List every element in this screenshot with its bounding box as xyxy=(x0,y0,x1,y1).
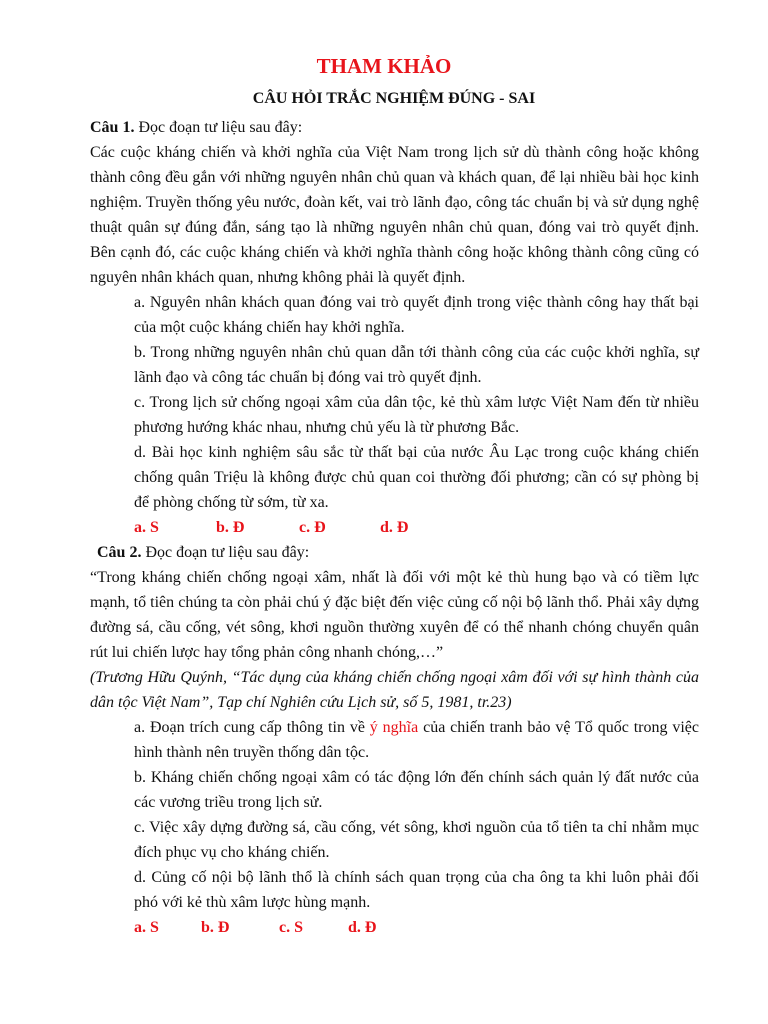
question-1-statement-c: c. Trong lịch sử chống ngoại xâm của dân tộc, kẻ thù xâm lược Việt Nam đến từ nhiều phương hướng khác nhau, nhưng chủ yếu là từ phương Bắc. xyxy=(134,394,699,436)
question-1-heading xyxy=(90,115,699,140)
page-title: THAM KHẢO xyxy=(316,54,452,78)
question-2-label: Câu 2. xyxy=(97,544,142,561)
question-1-statement-d: d. Bài học kinh nghiệm sâu sắc từ thất bại của nước Âu Lạc trong cuộc kháng chiến chống quân Triệu là không được chủ quan coi thường đối phương; cần có sự phòng bị để phòng chống từ sớm, từ xa. xyxy=(134,444,699,511)
question-1-answers xyxy=(90,515,699,540)
statement-a-text-1: a. Đoạn trích cung cấp thông tin về xyxy=(134,719,370,736)
question-2-statement-b: b. Kháng chiến chống ngoại xâm có tác động lớn đến chính sách quản lý đất nước của các vương triều trong lịch sử. xyxy=(134,769,699,811)
answer-d: d. Đ xyxy=(348,919,377,936)
statement-a-highlight: ý nghĩa xyxy=(369,719,419,736)
answer-b: b. Đ xyxy=(201,919,230,936)
question-1-passage: Các cuộc kháng chiến và khởi nghĩa của Việt Nam trong lịch sử dù thành công hoặc không thành công đều gắn với những nguyên nhân chủ quan và khách quan, để lại nhiều bài học kinh nghiệm. Truyền thống yêu nước, đoàn kết, vai trò lãnh đạo, công tác chuẩn bị và sử dụng nghệ thuật quân sự đúng đắn, sáng tạo là những nguyên nhân chủ quan, đóng vai trò quyết định. Bên cạnh đó, các cuộc kháng chiến và khởi nghĩa thành công hoặc không thành công cũng có nguyên nhân khách quan, nhưng không phải là quyết định. xyxy=(90,144,699,286)
answer-a: a. S xyxy=(134,519,159,536)
question-2-answers xyxy=(90,915,699,940)
question-2-source: (Trương Hữu Quýnh, “Tác dụng của kháng chiến chống ngoại xâm đối với sự hình thành của dân tộc Việt Nam”, Tạp chí Nghiên cứu Lịch sử, số 5, 1981, tr.23) xyxy=(90,669,699,711)
question-2-statement-d: d. Củng cố nội bộ lãnh thổ là chính sách quan trọng của cha ông ta khi luôn phải đối phó với kẻ thù xâm lược hùng mạnh. xyxy=(134,869,699,911)
statement-a-text-2: của chiến tranh bảo vệ Tổ quốc trong việc hình thành nên truyền thống dân tộc. xyxy=(134,719,700,761)
answer-b: b. Đ xyxy=(216,519,245,536)
question-2-intro: Đọc đoạn tư liệu sau đây: xyxy=(141,544,310,561)
question-2-passage: “Trong kháng chiến chống ngoại xâm, nhất là đối với một kẻ thù hung bạo và có tiềm lực mạnh, tổ tiên chúng ta còn phải chú ý đặc biệt đến việc củng cố nội bộ lãnh thổ. Phải xây dựng đường sá, cầu cống, vét sông, khơi nguồn thường xuyên để có thể nhanh chóng chuyển quân rút lui chiến lược hay tổng phản công nhanh chóng,…” xyxy=(90,569,699,661)
question-1-statement-b: b. Trong những nguyên nhân chủ quan dẫn tới thành công của các cuộc khởi nghĩa, sự lãnh đạo và công tác chuẩn bị đóng vai trò quyết định. xyxy=(134,344,699,386)
question-2-statement-c: c. Việc xây dựng đường sá, cầu cống, vét sông, khơi nguồn của tổ tiên ta chỉ nhằm mục đích phục vụ cho kháng chiến. xyxy=(134,819,699,861)
answer-c: c. S xyxy=(279,919,303,936)
answer-d: d. Đ xyxy=(380,519,409,536)
answer-c: c. Đ xyxy=(299,519,326,536)
document-body xyxy=(90,115,699,940)
question-1-statement-a: a. Nguyên nhân khách quan đóng vai trò quyết định trong việc thành công hay thất bại của một cuộc kháng chiến hay khởi nghĩa. xyxy=(134,294,699,336)
question-2-statement-a xyxy=(90,715,699,765)
question-1-label: Câu 1. xyxy=(90,119,135,136)
page-subtitle: CÂU HỎI TRẮC NGHIỆM ĐÚNG - SAI xyxy=(252,90,536,107)
answer-a: a. S xyxy=(134,919,159,936)
question-1-intro: Đọc đoạn tư liệu sau đây: xyxy=(134,119,303,136)
question-2-heading xyxy=(90,540,699,565)
